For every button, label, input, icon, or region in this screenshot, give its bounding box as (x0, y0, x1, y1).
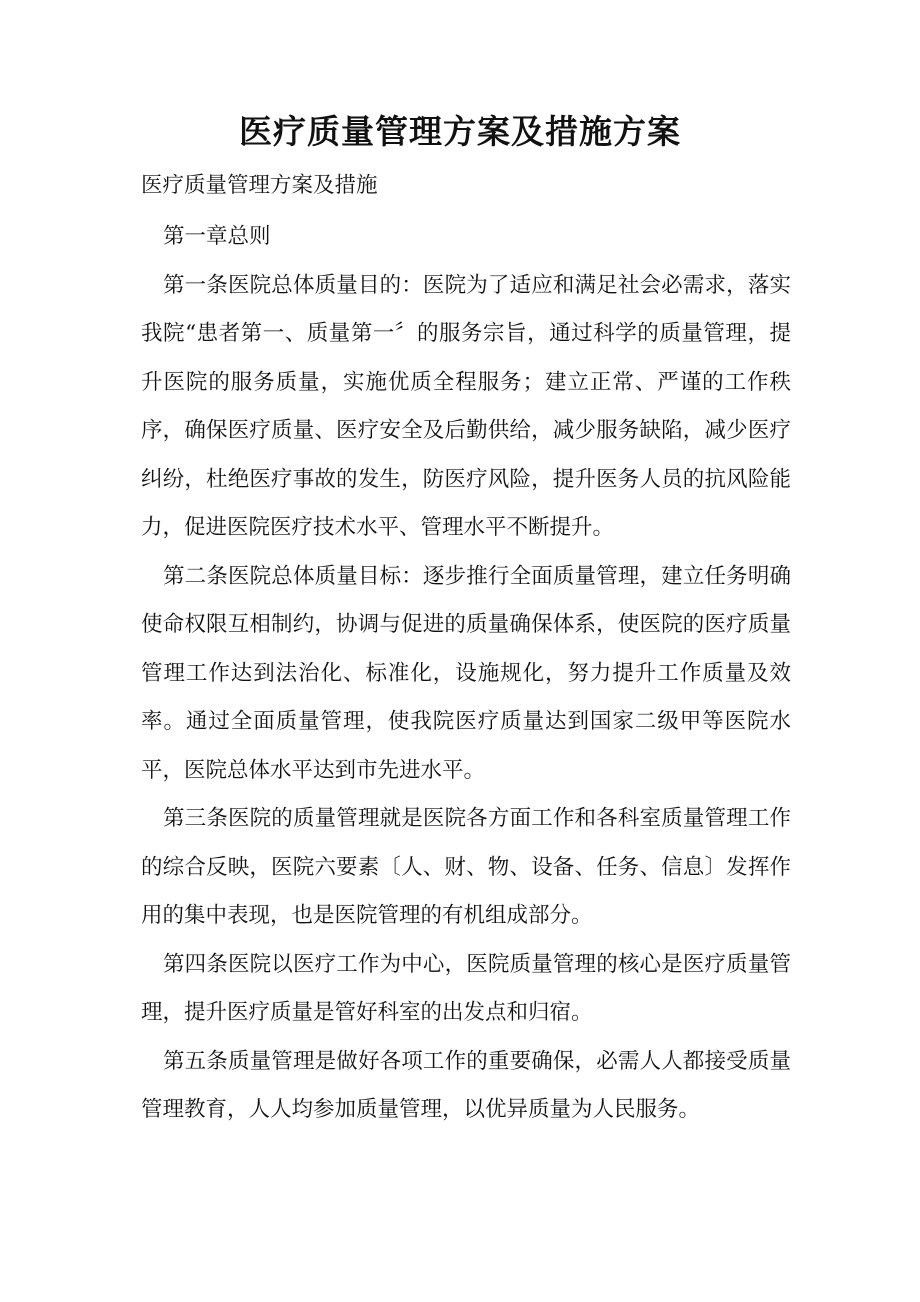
article-1: 第一条医院总体质量目的：医院为了适应和满足社会必需求，落实我院“患者第一、质量第一〞的服务宗旨，通过科学的质量管理，提升医院的服务质量，实施优质全程服务；建立正常、严谨的工作秩序，确保医疗质量、医疗安全及后勤供给，减少服务缺陷，减少医疗纠纷，杜绝医疗事故的发生，防医疗风险，提升医务人员的抗风险能力，促进医院医疗技术水平、管理水平不断提升。 (141, 272, 791, 540)
article-4: 第四条医院以医疗工作为中心，医院质量管理的核心是医疗质量管理，提升医疗质量是管好科室的出发点和归宿。 (141, 951, 791, 1025)
article-3: 第三条医院的质量管理就是医院各方面工作和各科室质量管理工作的综合反映，医院六要素〔人、财、物、设备、任务、信息〕发挥作用的集中表现，也是医院管理的有机组成部分。 (141, 806, 791, 928)
document-subtitle: 医疗质量管理方案及措施 (141, 173, 378, 198)
document-title: 医疗质量管理方案及措施方案 (239, 112, 681, 151)
article-5: 第五条质量管理是做好各项工作的重要确保，必需人人都接受质量管理教育，人人均参加质量管理，以优异质量为人民服务。 (141, 1048, 791, 1122)
chapter-heading: 第一章总则 (163, 224, 271, 249)
document-body (141, 213, 791, 1135)
article-2: 第二条医院总体质量目标：逐步推行全面质量管理，建立任务明确使命权限互相制约，协调与促进的质量确保体系，使医院的医疗质量管理工作达到法治化、标准化，设施规化，努力提升工作质量及效率。通过全面质量管理，使我院医疗质量达到国家二级甲等医院水平，医院总体水平达到市先进水平。 (141, 563, 791, 783)
